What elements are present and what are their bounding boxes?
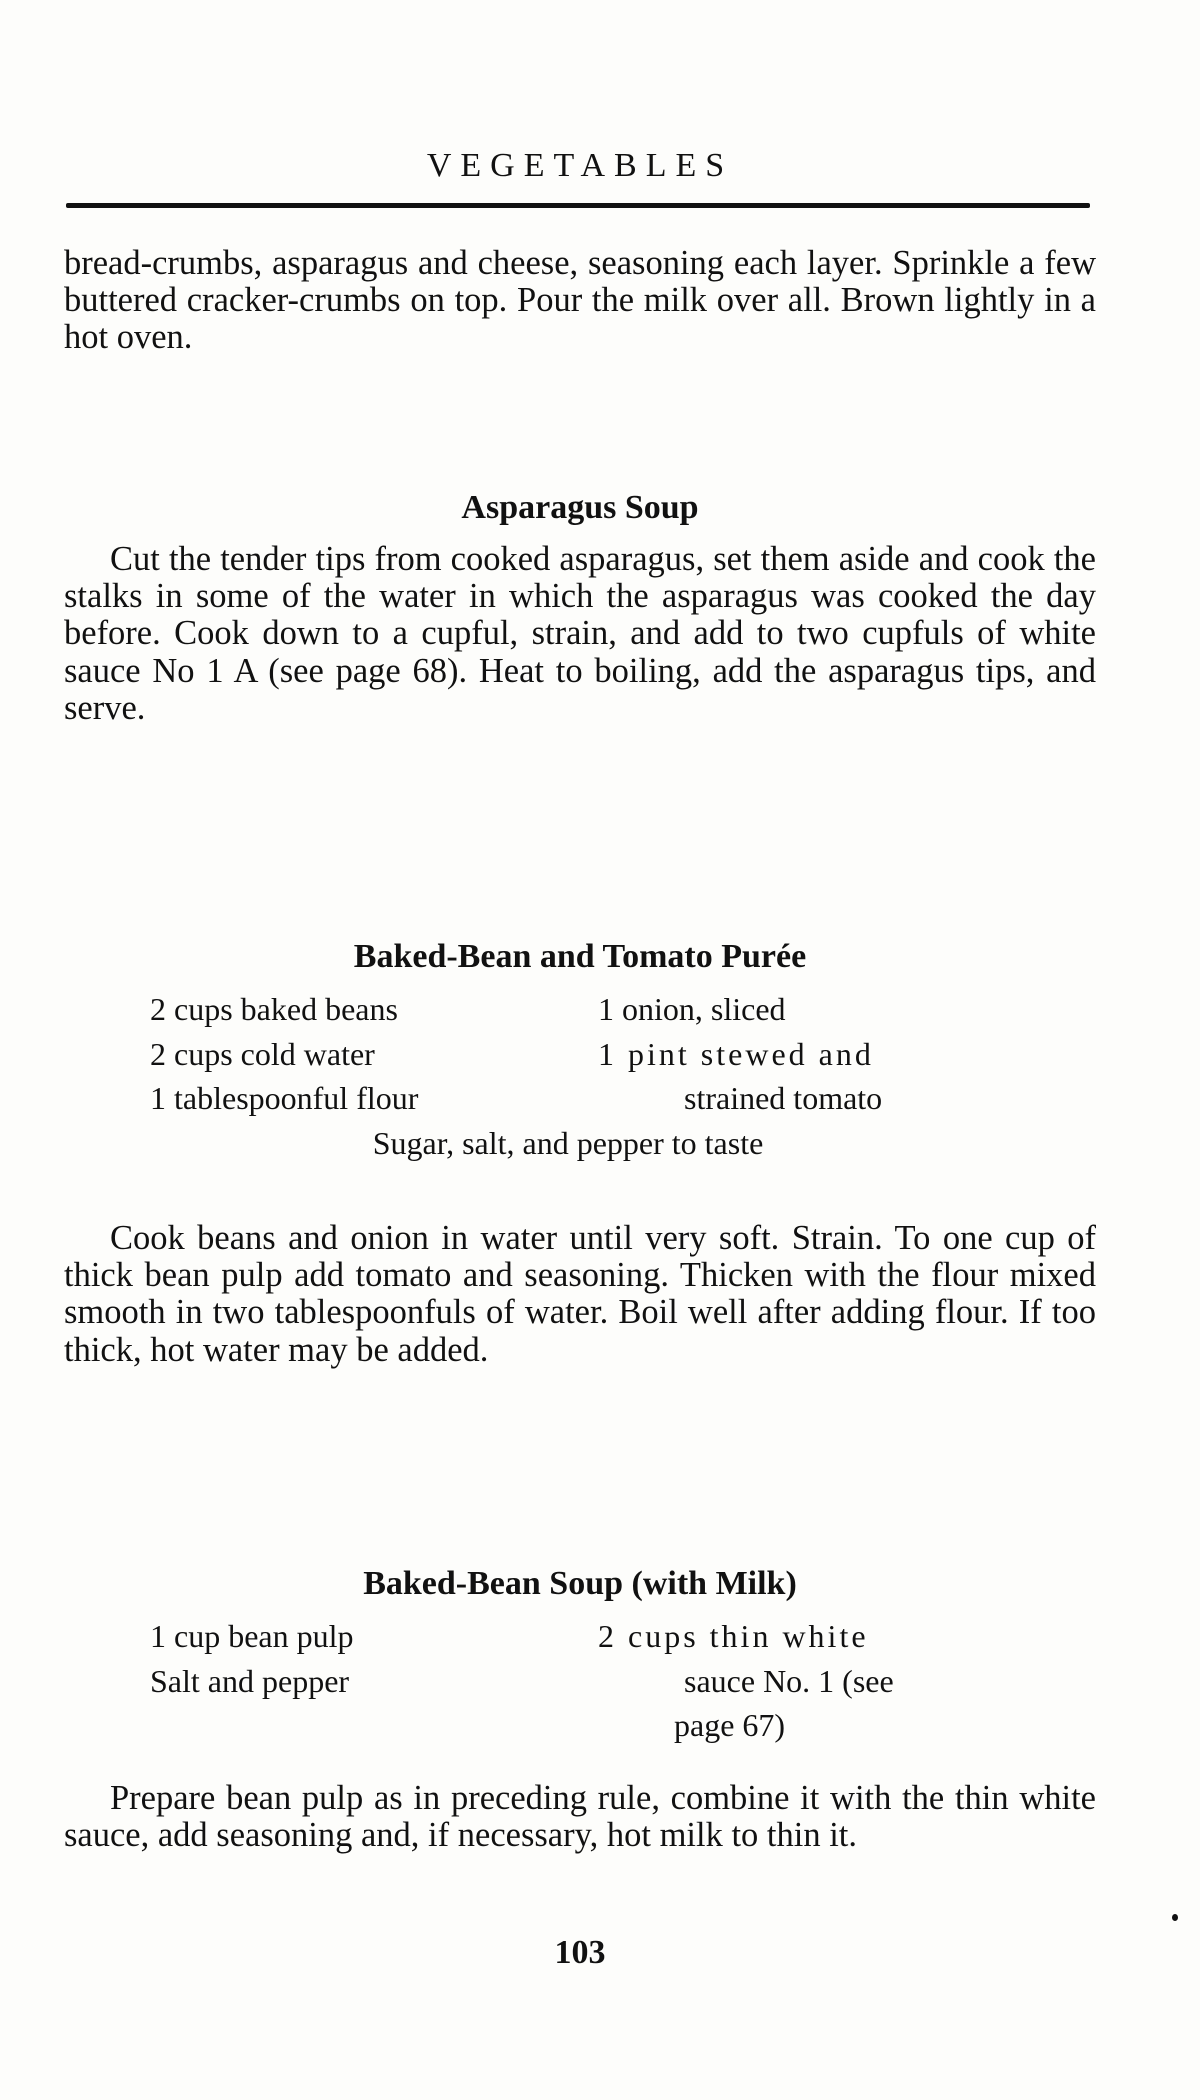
recipe-method-asparagus-soup: Cut the tender tips from cooked asparagus, set them aside and cook the stalks in some of the water in which the asparagus was cooked the day before. Cook down to a cupful, strain, and add to two cupfuls of white sauce No 1 A (see page 68). Heat to boiling, add the asparagus tips, and serve. (64, 540, 1096, 727)
recipe-title-baked-bean-tomato-puree: Baked-Bean and Tomato Purée (353, 938, 807, 975)
continuation-paragraph: bread-crumbs, asparagus and cheese, seasoning each layer. Sprinkle a few buttered cracker-crumbs on top. Pour the milk over all. Brown lightly in a hot oven. (64, 244, 1096, 357)
ingredient-row (150, 1659, 1050, 1704)
ingredient: 1 onion, sliced (598, 991, 786, 1027)
ingredient-row (150, 1614, 1050, 1659)
ingredient-row (150, 1121, 1050, 1166)
ingredient: 1 pint stewed and (598, 1035, 874, 1072)
ingredient: Salt and pepper (150, 1662, 350, 1699)
ingredient: 1 cup bean pulp (150, 1618, 354, 1654)
ingredient-continuation: strained tomato (684, 1080, 883, 1116)
ingredients-baked-bean-tomato-puree (150, 987, 1050, 1165)
ingredient-row (150, 1703, 1050, 1748)
page-number: 103 (554, 1934, 606, 1971)
ingredient-row (150, 1032, 1050, 1077)
print-speck (1172, 1914, 1178, 1921)
ingredient: 2 cups thin white (598, 1618, 869, 1654)
ingredient-seasoning: Sugar, salt, and pepper to taste (372, 1124, 764, 1161)
ingredients-baked-bean-soup (150, 1614, 1050, 1748)
ingredient: 1 tablespoonful flour (150, 1080, 419, 1116)
ingredient: 2 cups cold water (150, 1035, 375, 1072)
ingredient: 2 cups baked beans (150, 991, 398, 1027)
ingredient-row (150, 1076, 1050, 1121)
running-head: VEGETABLES (426, 147, 734, 184)
ingredient-continuation: sauce No. 1 (see (684, 1662, 894, 1699)
ingredient-row (150, 987, 1050, 1032)
recipe-method-baked-bean-soup: Prepare bean pulp as in preceding rule, combine it with the thin white sauce, add seasoning and, if necessary, hot milk to thin it. (64, 1779, 1096, 1855)
recipe-title-baked-bean-soup: Baked-Bean Soup (with Milk) (363, 1565, 797, 1602)
recipe-title-asparagus-soup: Asparagus Soup (461, 489, 699, 526)
ingredient-continuation: page 67) (674, 1707, 786, 1743)
recipe-method-baked-bean-tomato-puree: Cook beans and onion in water until very soft. Strain. To one cup of thick bean pulp add tomato and seasoning. Thicken with the flour mixed smooth in two tablespoonfuls of water. Boil well after adding flour. If too thick, hot water may be added. (64, 1219, 1096, 1369)
header-rule (66, 203, 1090, 208)
